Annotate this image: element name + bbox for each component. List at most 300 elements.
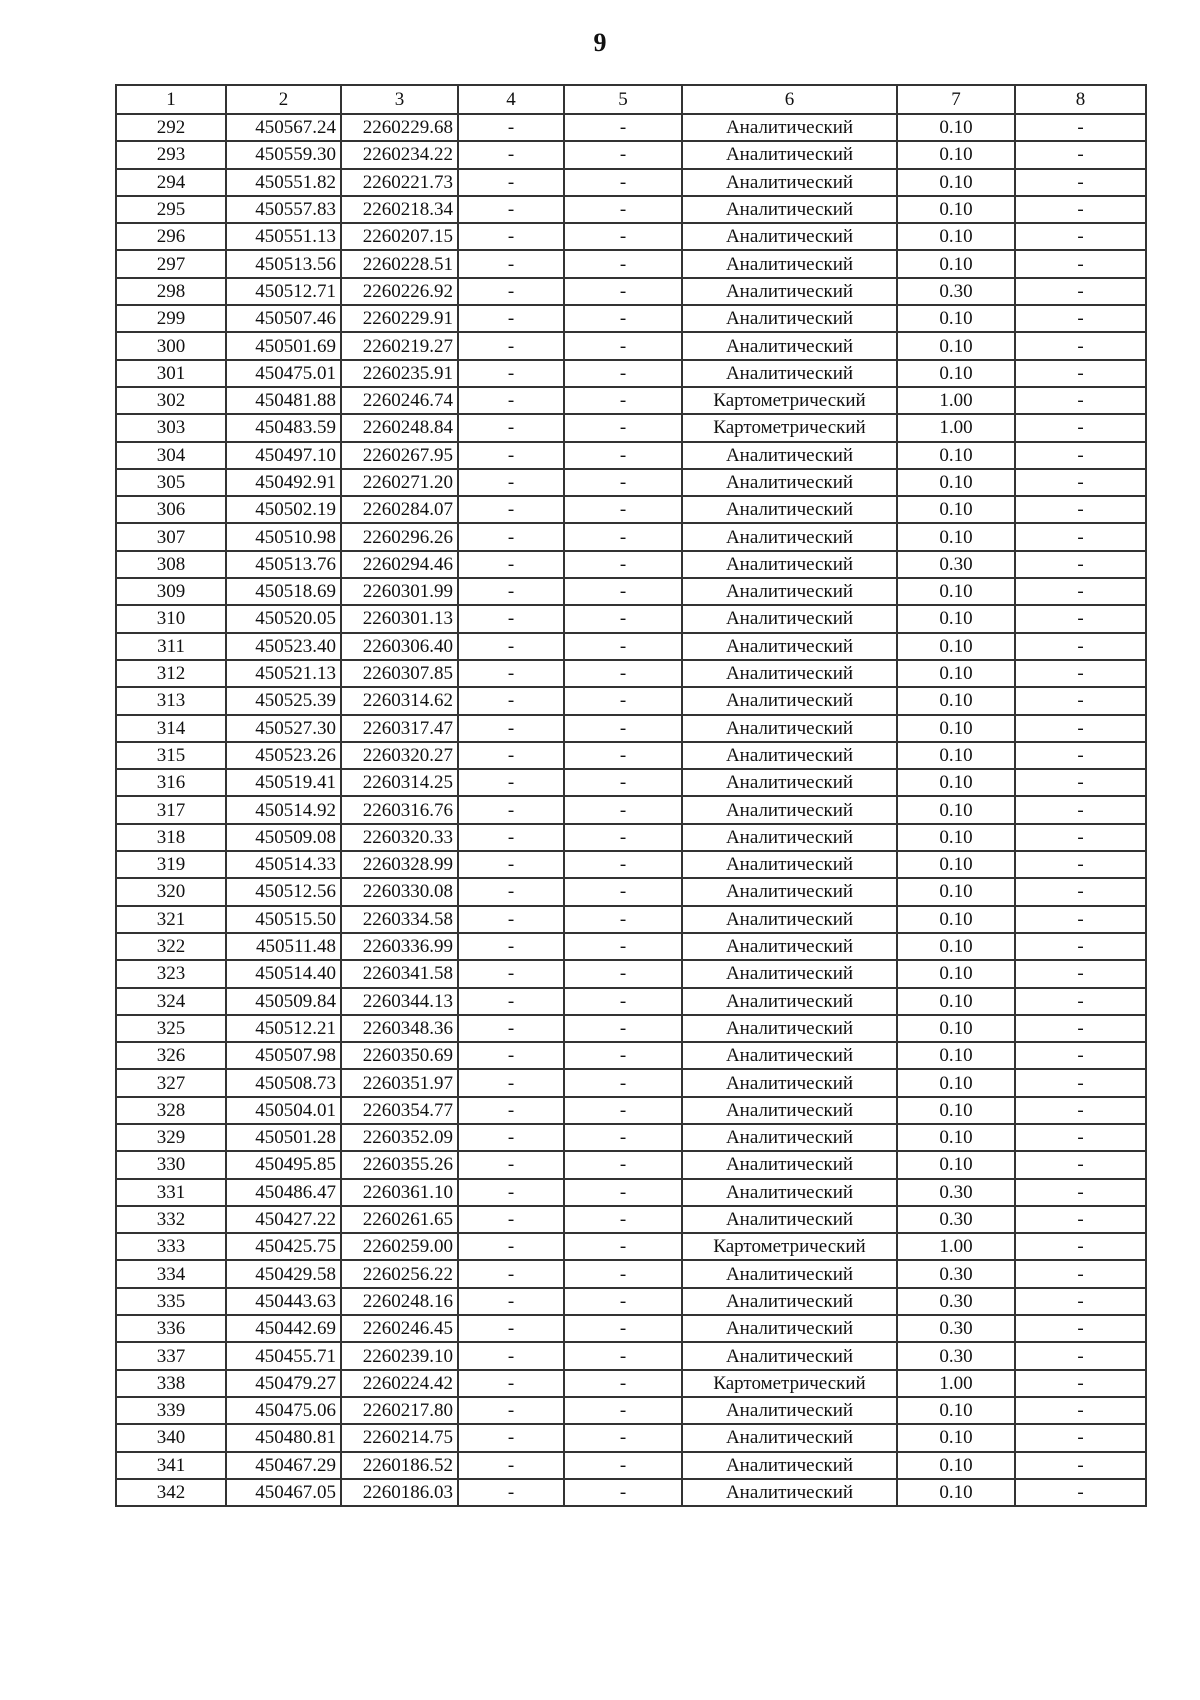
- col8-cell: -: [1015, 278, 1146, 305]
- col4-cell: -: [458, 114, 564, 141]
- col5-cell: -: [564, 196, 682, 223]
- accuracy-cell: 0.10: [897, 169, 1015, 196]
- x-coordinate-cell: 450512.56: [226, 878, 341, 905]
- col4-cell: -: [458, 1315, 564, 1342]
- accuracy-cell: 0.30: [897, 1179, 1015, 1206]
- x-coordinate-cell: 450523.40: [226, 633, 341, 660]
- point-number-cell: 325: [116, 1015, 226, 1042]
- accuracy-cell: 0.10: [897, 442, 1015, 469]
- col5-cell: -: [564, 960, 682, 987]
- col5-cell: -: [564, 687, 682, 714]
- col4-cell: -: [458, 687, 564, 714]
- col8-cell: -: [1015, 769, 1146, 796]
- table-row: [116, 169, 1146, 196]
- col8-cell: -: [1015, 523, 1146, 550]
- col5-cell: -: [564, 906, 682, 933]
- x-coordinate-cell: 450507.98: [226, 1042, 341, 1069]
- table-row: [116, 223, 1146, 250]
- y-coordinate-cell: 2260351.97: [341, 1069, 458, 1096]
- table-row: [116, 1069, 1146, 1096]
- table-row: [116, 414, 1146, 441]
- table-row: [116, 933, 1146, 960]
- table-row: [116, 1315, 1146, 1342]
- col8-cell: -: [1015, 442, 1146, 469]
- point-number-cell: 306: [116, 496, 226, 523]
- point-number-cell: 302: [116, 387, 226, 414]
- method-cell: Аналитический: [682, 769, 897, 796]
- column-header: 1: [116, 85, 226, 114]
- col4-cell: -: [458, 1479, 564, 1506]
- col8-cell: -: [1015, 305, 1146, 332]
- x-coordinate-cell: 450512.71: [226, 278, 341, 305]
- y-coordinate-cell: 2260330.08: [341, 878, 458, 905]
- col8-cell: -: [1015, 1288, 1146, 1315]
- point-number-cell: 327: [116, 1069, 226, 1096]
- x-coordinate-cell: 450511.48: [226, 933, 341, 960]
- col4-cell: -: [458, 360, 564, 387]
- col4-cell: -: [458, 796, 564, 823]
- table-row: [116, 1397, 1146, 1424]
- table-row: [116, 796, 1146, 823]
- y-coordinate-cell: 2260228.51: [341, 250, 458, 277]
- col4-cell: -: [458, 1233, 564, 1260]
- col8-cell: -: [1015, 1097, 1146, 1124]
- x-coordinate-cell: 450481.88: [226, 387, 341, 414]
- col8-cell: -: [1015, 1179, 1146, 1206]
- method-cell: Аналитический: [682, 960, 897, 987]
- col5-cell: -: [564, 851, 682, 878]
- accuracy-cell: 0.30: [897, 1206, 1015, 1233]
- point-number-cell: 314: [116, 715, 226, 742]
- accuracy-cell: 0.10: [897, 141, 1015, 168]
- point-number-cell: 315: [116, 742, 226, 769]
- col4-cell: -: [458, 933, 564, 960]
- col8-cell: -: [1015, 1452, 1146, 1479]
- point-number-cell: 297: [116, 250, 226, 277]
- col8-cell: -: [1015, 878, 1146, 905]
- table-row: [116, 250, 1146, 277]
- method-cell: Аналитический: [682, 933, 897, 960]
- point-number-cell: 335: [116, 1288, 226, 1315]
- x-coordinate-cell: 450509.84: [226, 988, 341, 1015]
- accuracy-cell: 0.10: [897, 660, 1015, 687]
- table-row: [116, 551, 1146, 578]
- y-coordinate-cell: 2260239.10: [341, 1342, 458, 1369]
- point-number-cell: 329: [116, 1124, 226, 1151]
- col4-cell: -: [458, 442, 564, 469]
- accuracy-cell: 0.10: [897, 1479, 1015, 1506]
- y-coordinate-cell: 2260229.91: [341, 305, 458, 332]
- x-coordinate-cell: 450557.83: [226, 196, 341, 223]
- col5-cell: -: [564, 715, 682, 742]
- col8-cell: -: [1015, 578, 1146, 605]
- col5-cell: -: [564, 988, 682, 1015]
- col8-cell: -: [1015, 360, 1146, 387]
- accuracy-cell: 0.10: [897, 687, 1015, 714]
- col4-cell: -: [458, 742, 564, 769]
- col4-cell: -: [458, 988, 564, 1015]
- y-coordinate-cell: 2260186.03: [341, 1479, 458, 1506]
- column-header: 8: [1015, 85, 1146, 114]
- y-coordinate-cell: 2260320.27: [341, 742, 458, 769]
- x-coordinate-cell: 450513.56: [226, 250, 341, 277]
- accuracy-cell: 0.10: [897, 769, 1015, 796]
- accuracy-cell: 0.30: [897, 1288, 1015, 1315]
- col4-cell: -: [458, 960, 564, 987]
- col5-cell: -: [564, 1151, 682, 1178]
- col5-cell: -: [564, 387, 682, 414]
- accuracy-cell: 0.10: [897, 906, 1015, 933]
- y-coordinate-cell: 2260248.16: [341, 1288, 458, 1315]
- table-row: [116, 988, 1146, 1015]
- y-coordinate-cell: 2260314.25: [341, 769, 458, 796]
- x-coordinate-cell: 450427.22: [226, 1206, 341, 1233]
- col8-cell: -: [1015, 496, 1146, 523]
- col4-cell: -: [458, 523, 564, 550]
- y-coordinate-cell: 2260296.26: [341, 523, 458, 550]
- col8-cell: -: [1015, 1233, 1146, 1260]
- x-coordinate-cell: 450479.27: [226, 1370, 341, 1397]
- x-coordinate-cell: 450467.29: [226, 1452, 341, 1479]
- col4-cell: -: [458, 906, 564, 933]
- accuracy-cell: 0.10: [897, 933, 1015, 960]
- col5-cell: -: [564, 878, 682, 905]
- method-cell: Аналитический: [682, 1260, 897, 1287]
- point-number-cell: 294: [116, 169, 226, 196]
- point-number-cell: 301: [116, 360, 226, 387]
- table-row: [116, 1260, 1146, 1287]
- method-cell: Аналитический: [682, 715, 897, 742]
- col5-cell: -: [564, 1370, 682, 1397]
- y-coordinate-cell: 2260248.84: [341, 414, 458, 441]
- col5-cell: -: [564, 933, 682, 960]
- method-cell: Аналитический: [682, 660, 897, 687]
- point-number-cell: 300: [116, 332, 226, 359]
- table-row: [116, 687, 1146, 714]
- point-number-cell: 319: [116, 851, 226, 878]
- accuracy-cell: 1.00: [897, 1370, 1015, 1397]
- col4-cell: -: [458, 1397, 564, 1424]
- y-coordinate-cell: 2260221.73: [341, 169, 458, 196]
- y-coordinate-cell: 2260246.74: [341, 387, 458, 414]
- col5-cell: -: [564, 1342, 682, 1369]
- table-row: [116, 1452, 1146, 1479]
- x-coordinate-cell: 450512.21: [226, 1015, 341, 1042]
- col8-cell: -: [1015, 1206, 1146, 1233]
- col8-cell: -: [1015, 1260, 1146, 1287]
- table-row: [116, 660, 1146, 687]
- col4-cell: -: [458, 633, 564, 660]
- x-coordinate-cell: 450510.98: [226, 523, 341, 550]
- y-coordinate-cell: 2260284.07: [341, 496, 458, 523]
- method-cell: Аналитический: [682, 1069, 897, 1096]
- column-header: 2: [226, 85, 341, 114]
- col8-cell: -: [1015, 1042, 1146, 1069]
- method-cell: Аналитический: [682, 687, 897, 714]
- col5-cell: -: [564, 496, 682, 523]
- point-number-cell: 304: [116, 442, 226, 469]
- col5-cell: -: [564, 1124, 682, 1151]
- method-cell: Аналитический: [682, 496, 897, 523]
- point-number-cell: 310: [116, 605, 226, 632]
- table-row: [116, 578, 1146, 605]
- col4-cell: -: [458, 1370, 564, 1397]
- point-number-cell: 295: [116, 196, 226, 223]
- y-coordinate-cell: 2260261.65: [341, 1206, 458, 1233]
- column-header: 7: [897, 85, 1015, 114]
- point-number-cell: 309: [116, 578, 226, 605]
- point-number-cell: 305: [116, 469, 226, 496]
- table-row: [116, 715, 1146, 742]
- accuracy-cell: 0.10: [897, 496, 1015, 523]
- x-coordinate-cell: 450501.28: [226, 1124, 341, 1151]
- method-cell: Аналитический: [682, 578, 897, 605]
- col4-cell: -: [458, 1151, 564, 1178]
- method-cell: Аналитический: [682, 1424, 897, 1451]
- point-number-cell: 331: [116, 1179, 226, 1206]
- table-row: [116, 878, 1146, 905]
- accuracy-cell: 0.10: [897, 960, 1015, 987]
- table-row: [116, 742, 1146, 769]
- col8-cell: -: [1015, 687, 1146, 714]
- col8-cell: -: [1015, 933, 1146, 960]
- col5-cell: -: [564, 278, 682, 305]
- col4-cell: -: [458, 851, 564, 878]
- point-number-cell: 338: [116, 1370, 226, 1397]
- column-header: 4: [458, 85, 564, 114]
- method-cell: Аналитический: [682, 1042, 897, 1069]
- y-coordinate-cell: 2260229.68: [341, 114, 458, 141]
- y-coordinate-cell: 2260267.95: [341, 442, 458, 469]
- table-row: [116, 332, 1146, 359]
- col8-cell: -: [1015, 250, 1146, 277]
- x-coordinate-cell: 450518.69: [226, 578, 341, 605]
- method-cell: Аналитический: [682, 278, 897, 305]
- col8-cell: -: [1015, 660, 1146, 687]
- column-header: 3: [341, 85, 458, 114]
- accuracy-cell: 0.10: [897, 796, 1015, 823]
- method-cell: Картометрический: [682, 387, 897, 414]
- col5-cell: -: [564, 605, 682, 632]
- accuracy-cell: 0.30: [897, 1315, 1015, 1342]
- accuracy-cell: 0.10: [897, 988, 1015, 1015]
- accuracy-cell: 0.10: [897, 1397, 1015, 1424]
- col8-cell: -: [1015, 332, 1146, 359]
- y-coordinate-cell: 2260344.13: [341, 988, 458, 1015]
- table-row: [116, 1097, 1146, 1124]
- accuracy-cell: 0.10: [897, 1452, 1015, 1479]
- point-number-cell: 313: [116, 687, 226, 714]
- point-number-cell: 332: [116, 1206, 226, 1233]
- accuracy-cell: 0.10: [897, 1097, 1015, 1124]
- col8-cell: -: [1015, 960, 1146, 987]
- col4-cell: -: [458, 878, 564, 905]
- x-coordinate-cell: 450521.13: [226, 660, 341, 687]
- point-number-cell: 308: [116, 551, 226, 578]
- col4-cell: -: [458, 250, 564, 277]
- col4-cell: -: [458, 1342, 564, 1369]
- y-coordinate-cell: 2260294.46: [341, 551, 458, 578]
- x-coordinate-cell: 450508.73: [226, 1069, 341, 1096]
- method-cell: Аналитический: [682, 250, 897, 277]
- col8-cell: -: [1015, 796, 1146, 823]
- col8-cell: -: [1015, 1151, 1146, 1178]
- col8-cell: -: [1015, 988, 1146, 1015]
- y-coordinate-cell: 2260207.15: [341, 223, 458, 250]
- table-row: [116, 1424, 1146, 1451]
- col8-cell: -: [1015, 1479, 1146, 1506]
- col8-cell: -: [1015, 114, 1146, 141]
- method-cell: Аналитический: [682, 851, 897, 878]
- col5-cell: -: [564, 769, 682, 796]
- col4-cell: -: [458, 1424, 564, 1451]
- method-cell: Аналитический: [682, 1315, 897, 1342]
- table-row: [116, 1342, 1146, 1369]
- point-number-cell: 296: [116, 223, 226, 250]
- point-number-cell: 307: [116, 523, 226, 550]
- y-coordinate-cell: 2260350.69: [341, 1042, 458, 1069]
- col4-cell: -: [458, 1097, 564, 1124]
- method-cell: Аналитический: [682, 114, 897, 141]
- col4-cell: -: [458, 332, 564, 359]
- col5-cell: -: [564, 1042, 682, 1069]
- table-row: [116, 196, 1146, 223]
- col8-cell: -: [1015, 1342, 1146, 1369]
- accuracy-cell: 0.10: [897, 223, 1015, 250]
- col8-cell: -: [1015, 1370, 1146, 1397]
- x-coordinate-cell: 450501.69: [226, 332, 341, 359]
- y-coordinate-cell: 2260307.85: [341, 660, 458, 687]
- col5-cell: -: [564, 742, 682, 769]
- table-row: [116, 1179, 1146, 1206]
- table-row: [116, 633, 1146, 660]
- col5-cell: -: [564, 141, 682, 168]
- table-row: [116, 278, 1146, 305]
- col5-cell: -: [564, 442, 682, 469]
- y-coordinate-cell: 2260259.00: [341, 1233, 458, 1260]
- y-coordinate-cell: 2260214.75: [341, 1424, 458, 1451]
- x-coordinate-cell: 450475.01: [226, 360, 341, 387]
- method-cell: Аналитический: [682, 988, 897, 1015]
- table-row: [116, 523, 1146, 550]
- col4-cell: -: [458, 141, 564, 168]
- col8-cell: -: [1015, 169, 1146, 196]
- col5-cell: -: [564, 114, 682, 141]
- col8-cell: -: [1015, 1069, 1146, 1096]
- y-coordinate-cell: 2260218.34: [341, 196, 458, 223]
- accuracy-cell: 0.10: [897, 851, 1015, 878]
- col5-cell: -: [564, 1288, 682, 1315]
- point-number-cell: 339: [116, 1397, 226, 1424]
- col4-cell: -: [458, 469, 564, 496]
- point-number-cell: 333: [116, 1233, 226, 1260]
- point-number-cell: 303: [116, 414, 226, 441]
- col5-cell: -: [564, 1260, 682, 1287]
- y-coordinate-cell: 2260234.22: [341, 141, 458, 168]
- col8-cell: -: [1015, 387, 1146, 414]
- accuracy-cell: 0.10: [897, 1124, 1015, 1151]
- y-coordinate-cell: 2260217.80: [341, 1397, 458, 1424]
- method-cell: Аналитический: [682, 360, 897, 387]
- x-coordinate-cell: 450480.81: [226, 1424, 341, 1451]
- method-cell: Аналитический: [682, 824, 897, 851]
- method-cell: Аналитический: [682, 1206, 897, 1233]
- x-coordinate-cell: 450551.82: [226, 169, 341, 196]
- col5-cell: -: [564, 332, 682, 359]
- col4-cell: -: [458, 305, 564, 332]
- accuracy-cell: 0.10: [897, 523, 1015, 550]
- col5-cell: -: [564, 1069, 682, 1096]
- x-coordinate-cell: 450504.01: [226, 1097, 341, 1124]
- point-number-cell: 326: [116, 1042, 226, 1069]
- col4-cell: -: [458, 223, 564, 250]
- col4-cell: -: [458, 1015, 564, 1042]
- point-number-cell: 324: [116, 988, 226, 1015]
- y-coordinate-cell: 2260271.20: [341, 469, 458, 496]
- point-number-cell: 337: [116, 1342, 226, 1369]
- point-number-cell: 334: [116, 1260, 226, 1287]
- y-coordinate-cell: 2260316.76: [341, 796, 458, 823]
- x-coordinate-cell: 450509.08: [226, 824, 341, 851]
- method-cell: Картометрический: [682, 1233, 897, 1260]
- col8-cell: -: [1015, 1315, 1146, 1342]
- col8-cell: -: [1015, 1124, 1146, 1151]
- col8-cell: -: [1015, 1015, 1146, 1042]
- col5-cell: -: [564, 633, 682, 660]
- x-coordinate-cell: 450502.19: [226, 496, 341, 523]
- x-coordinate-cell: 450559.30: [226, 141, 341, 168]
- method-cell: Аналитический: [682, 1015, 897, 1042]
- x-coordinate-cell: 450442.69: [226, 1315, 341, 1342]
- col4-cell: -: [458, 551, 564, 578]
- method-cell: Аналитический: [682, 1479, 897, 1506]
- y-coordinate-cell: 2260336.99: [341, 933, 458, 960]
- point-number-cell: 299: [116, 305, 226, 332]
- col5-cell: -: [564, 250, 682, 277]
- col4-cell: -: [458, 578, 564, 605]
- method-cell: Аналитический: [682, 523, 897, 550]
- col5-cell: -: [564, 169, 682, 196]
- method-cell: Аналитический: [682, 906, 897, 933]
- x-coordinate-cell: 450486.47: [226, 1179, 341, 1206]
- col4-cell: -: [458, 769, 564, 796]
- method-cell: Аналитический: [682, 169, 897, 196]
- y-coordinate-cell: 2260320.33: [341, 824, 458, 851]
- method-cell: Аналитический: [682, 633, 897, 660]
- x-coordinate-cell: 450483.59: [226, 414, 341, 441]
- col8-cell: -: [1015, 633, 1146, 660]
- table-row: [116, 360, 1146, 387]
- col4-cell: -: [458, 1069, 564, 1096]
- accuracy-cell: 1.00: [897, 387, 1015, 414]
- col5-cell: -: [564, 578, 682, 605]
- col4-cell: -: [458, 1124, 564, 1151]
- point-number-cell: 317: [116, 796, 226, 823]
- y-coordinate-cell: 2260334.58: [341, 906, 458, 933]
- point-number-cell: 341: [116, 1452, 226, 1479]
- x-coordinate-cell: 450514.92: [226, 796, 341, 823]
- col4-cell: -: [458, 605, 564, 632]
- method-cell: Аналитический: [682, 551, 897, 578]
- point-number-cell: 320: [116, 878, 226, 905]
- point-number-cell: 323: [116, 960, 226, 987]
- x-coordinate-cell: 450455.71: [226, 1342, 341, 1369]
- table-row: [116, 1233, 1146, 1260]
- col5-cell: -: [564, 551, 682, 578]
- x-coordinate-cell: 450513.76: [226, 551, 341, 578]
- col8-cell: -: [1015, 196, 1146, 223]
- table-row: [116, 960, 1146, 987]
